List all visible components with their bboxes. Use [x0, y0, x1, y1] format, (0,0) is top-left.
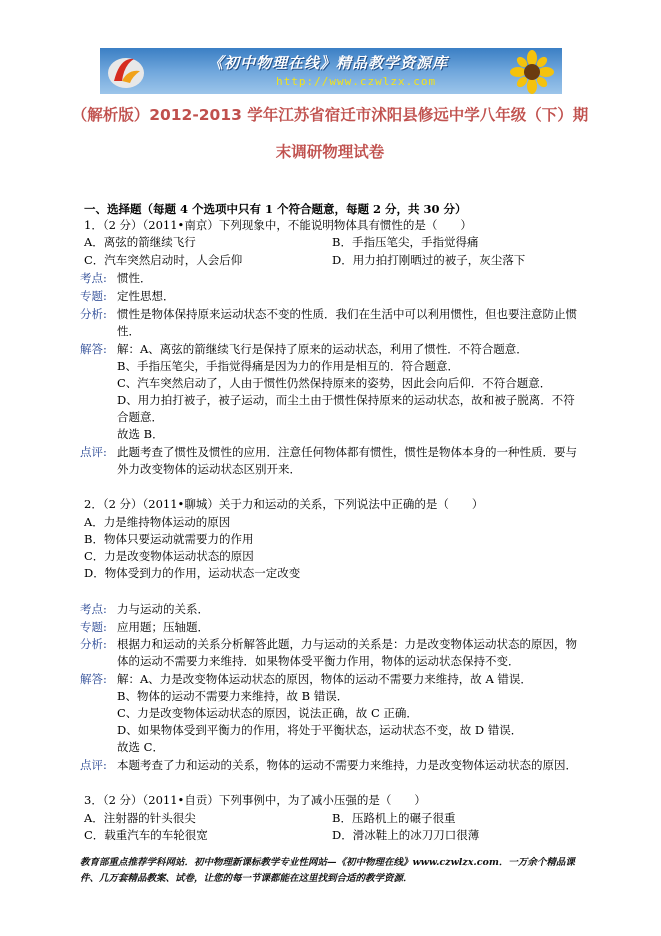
q2-jieda-5: 故选 C． — [117, 740, 164, 754]
q3-stem: 3．（2 分）（2011•自贡）下列事例中，为了减小压强的是（ ） — [84, 793, 426, 807]
q1-option-a: A．离弦的箭继续飞行 — [84, 235, 196, 249]
q1-jieda-6: 故选 B． — [117, 427, 164, 441]
q1-jieda-5: 合题意． — [117, 410, 163, 424]
q2-fenxi-1: 根据力和运动的关系分析解答此题，力与运动的关系是：力是改变物体运动状态的原因，物 — [117, 637, 577, 651]
q1-fenxi-label: 分析: — [80, 307, 107, 321]
document-title-line2: 末调研物理试卷 — [275, 143, 385, 161]
q2-fenxi-2: 体的运动不需要力来维持．如果物体受平衡力作用，物体的运动状态保持不变． — [117, 654, 520, 668]
q3-option-c: C．载重汽车的车轮很宽 — [84, 828, 208, 842]
q1-stem: 1．（2 分）（2011•南京）下列现象中，不能说明物体具有惯性的是（ ） — [84, 218, 472, 232]
q2-jieda-3: C、力是改变物体运动状态的原因，说法正确，故 C 正确． — [117, 706, 418, 720]
page-footer — [80, 855, 600, 887]
q2-jieda-2: B、物体的运动不需要力来维持，故 B 错误． — [117, 689, 349, 703]
footer-line1: 教育部重点推荐学科网站．初中物理新课标教学专业性网站—《初中物理在线》www.czwlzx.com．一万余个精品课 — [80, 857, 575, 868]
q1-option-d: D．用力拍打刚晒过的被子，灰尘落下 — [332, 253, 526, 267]
q3-option-d: D．滑冰鞋上的冰刀刀口很薄 — [332, 828, 480, 842]
q1-dianping-1: 此题考查了惯性及惯性的应用．注意任何物体都有惯性，惯性是物体本身的一种性质．要与 — [117, 445, 577, 459]
q2-dianping-1: 本题考查了力和运动的关系，物体的运动不需要力来维持，力是改变物体运动状态的原因． — [117, 758, 577, 772]
q1-jieda-label: 解答: — [80, 342, 107, 356]
q1-fenxi-2: 性． — [117, 324, 140, 338]
q1-jieda-1: 解：A、离弦的箭继续飞行是保持了原来的运动状态，利用了惯性．不符合题意． — [117, 342, 528, 356]
footer-line2: 件、几万套精品教案、试卷，让您的每一节课都能在这里找到合适的教学资源． — [80, 873, 413, 884]
q2-kaodian-label: 考点: — [80, 602, 107, 616]
q1-fenxi-1: 惯性是物体保持原来运动状态不变的性质．我们在生活中可以利用惯性，但也要注意防止惯 — [117, 307, 577, 321]
q2-zhuanti: 应用题；压轴题． — [117, 620, 209, 634]
q1-jieda-2: B、手指压笔尖，手指觉得痛是因为力的作用是相互的．符合题意． — [117, 359, 459, 373]
q2-jieda-4: D、如果物体受到平衡力的作用，将处于平衡状态，运动状态不变，故 D 错误． — [117, 723, 523, 737]
q2-option-c: C．力是改变物体运动状态的原因 — [84, 549, 254, 563]
q2-jieda-1: 解：A、力是改变物体运动状态的原因，物体的运动不需要力来维持，故 A 错误． — [117, 672, 532, 686]
q1-kaodian-label: 考点: — [80, 271, 107, 285]
header-banner — [100, 48, 562, 94]
q3-option-a: A．注射器的针头很尖 — [84, 811, 196, 825]
banner-title: 《初中物理在线》精品教学资源库 — [208, 54, 449, 72]
q1-dianping-label: 点评: — [80, 445, 107, 459]
q1-dianping-2: 外力改变物体的运动状态区别开来． — [117, 462, 301, 476]
q2-option-a: A．力是维持物体运动的原因 — [84, 515, 231, 529]
q2-jieda-label: 解答: — [80, 672, 107, 686]
q2-stem: 2．（2 分）（2011•聊城）关于力和运动的关系，下列说法中正确的是（ ） — [84, 497, 484, 511]
q2-zhuanti-label: 专题: — [80, 620, 107, 634]
q1-jieda-3: C、汽车突然启动了，人由于惯性仍然保持原来的姿势，因此会向后仰．不符合题意． — [117, 376, 552, 390]
q2-kaodian: 力与运动的关系． — [117, 602, 209, 616]
q2-option-d: D．物体受到力的作用，运动状态一定改变 — [84, 566, 301, 580]
q1-option-c: C．汽车突然启动时，人会后仰 — [84, 253, 243, 267]
q1-jieda-4: D、用力拍打被子，被子运动，而尘土由于惯性保持原来的运动状态，故和被子脱离．不符 — [117, 393, 575, 407]
q2-dianping-label: 点评: — [80, 758, 107, 772]
q3-option-b: B．压路机上的碾子很重 — [332, 811, 456, 825]
banner-url: http://www.czwlzx.com — [276, 75, 437, 88]
sunflower-icon — [508, 50, 556, 94]
logo-icon — [104, 51, 148, 91]
q2-option-b: B．物体只要运动就需要力的作用 — [84, 532, 254, 546]
q1-option-b: B．手指压笔尖，手指觉得痛 — [332, 235, 479, 249]
section-header: 一、选择题（每题 4 个选项中只有 1 个符合题意，每题 2 分，共 30 分） — [84, 202, 467, 216]
q1-kaodian: 惯性． — [117, 271, 152, 285]
q2-fenxi-label: 分析: — [80, 637, 107, 651]
q1-zhuanti-label: 专题: — [80, 289, 107, 303]
document-title-line1: （解析版）2012-2013 学年江苏省宿迁市沭阳县修远中学八年级（下）期 — [71, 106, 589, 124]
q1-zhuanti: 定性思想． — [117, 289, 175, 303]
